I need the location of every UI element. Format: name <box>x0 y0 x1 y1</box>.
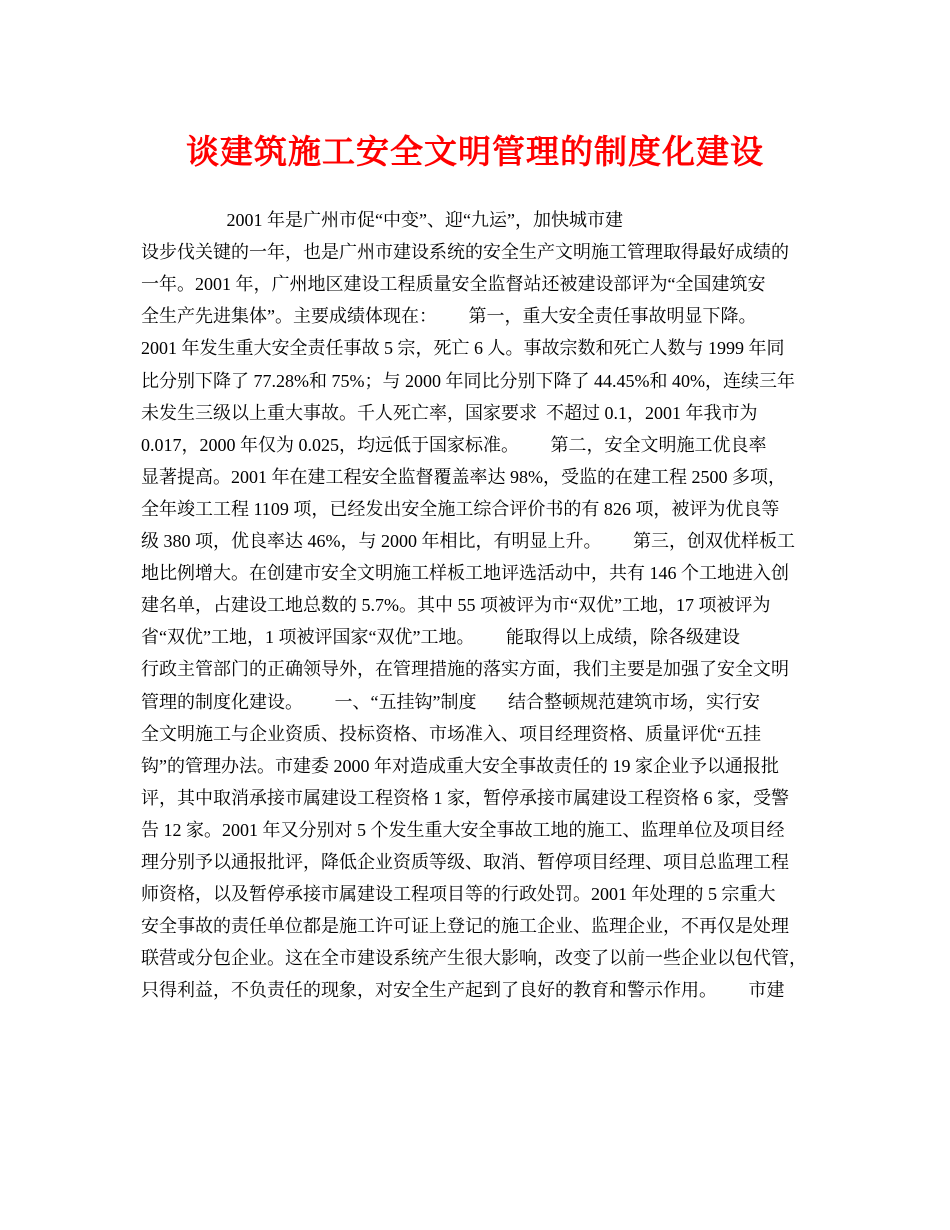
body-line: 只得利益，不负责任的现象，对安全生产起到了良好的教育和警示作用。 市建 <box>141 980 785 1001</box>
body-line: 联营或分包企业。这在全市建设系统产生很大影响，改变了以前一些企业以包代管， <box>141 948 807 969</box>
body-line: 一年。2001 年，广州地区建设工程质量安全监督站还被建设部评为“全国建筑安 <box>141 274 766 295</box>
body-line: 未发生三级以上重大事故。千人死亡率，国家要求 不超过 0.1，2001 年我市为 <box>141 402 758 423</box>
body-line: 全生产先进集体”。主要成绩体现在： 第一，重大安全责任事故明显下降。 <box>141 306 757 327</box>
body-line: 地比例增大。在创建市安全文明施工样板工地评选活动中，共有 146 个工地进入创 <box>141 563 789 584</box>
body-line: 2001 年发生重大安全责任事故 5 宗，死亡 6 人。事故宗数和死亡人数与 1999 年同 <box>141 338 785 359</box>
body-line: 0.017，2000 年仅为 0.025，均远低于国家标准。 第二，安全文明施工优良率 <box>141 434 767 455</box>
body-line: 行政主管部门的正确领导外，在管理措施的落实方面，我们主要是加强了安全文明 <box>141 659 789 680</box>
body-line: 管理的制度化建设。 一、“五挂钩”制度 结合整顿规范建筑市场，实行安 <box>141 691 760 712</box>
body-line: 设步伐关键的一年，也是广州市建设系统的安全生产文明施工管理取得最好成绩的 <box>141 242 789 263</box>
body-line: 钩”的管理办法。市建委 2000 年对造成重大安全事故责任的 19 家企业予以通报批 <box>141 755 779 776</box>
body-line: 全文明施工与企业资质、投标资格、市场准入、项目经理资格、质量评优“五挂 <box>141 723 761 744</box>
body-line: 建名单，占建设工地总数的 5.7%。其中 55 项被评为市“双优”工地，17 项被评为 <box>141 595 771 616</box>
body-line: 师资格，以及暂停承接市属建设工程项目等的行政处罚。2001 年处理的 5 宗重大 <box>141 884 776 905</box>
body-line: 显著提高。2001 年在建工程安全监督覆盖率达 98%，受监的在建工程 2500 多项， <box>141 466 786 487</box>
body-line: 理分别予以通报批评，降低企业资质等级、取消、暂停项目经理、项目总监理工程 <box>141 852 789 872</box>
body-line: 评，其中取消承接市属建设工程资格 1 家，暂停承接市属建设工程资格 6 家，受警 <box>141 787 789 808</box>
body-line: 省“双优”工地，1 项被评国家“双优”工地。 能取得以上成绩，除各级建设 <box>141 627 740 648</box>
body-line: 比分别下降了 77.28%和 75%；与 2000 年同比分别下降了 44.45%和 40%，连续三年 <box>141 370 795 391</box>
body-line: 2001 年是广州市促“中变”、迎“九运”，加快城市建 <box>141 210 623 230</box>
body-line: 安全事故的责任单位都是施工许可证上登记的施工企业、监理企业，不再仅是处理 <box>141 916 789 937</box>
document-title: 谈建筑施工安全文明管理的制度化建设 <box>186 132 764 171</box>
body-line: 告 12 家。2001 年又分别对 5 个发生重大安全事故工地的施工、监理单位及项目经 <box>141 819 785 840</box>
body-line: 全年竣工工程 1109 项，已经发出安全施工综合评价书的有 826 项，被评为优良等 <box>141 498 780 519</box>
body-line: 级 380 项，优良率达 46%，与 2000 年相比，有明显上升。 第三，创双优样板工 <box>141 531 795 551</box>
